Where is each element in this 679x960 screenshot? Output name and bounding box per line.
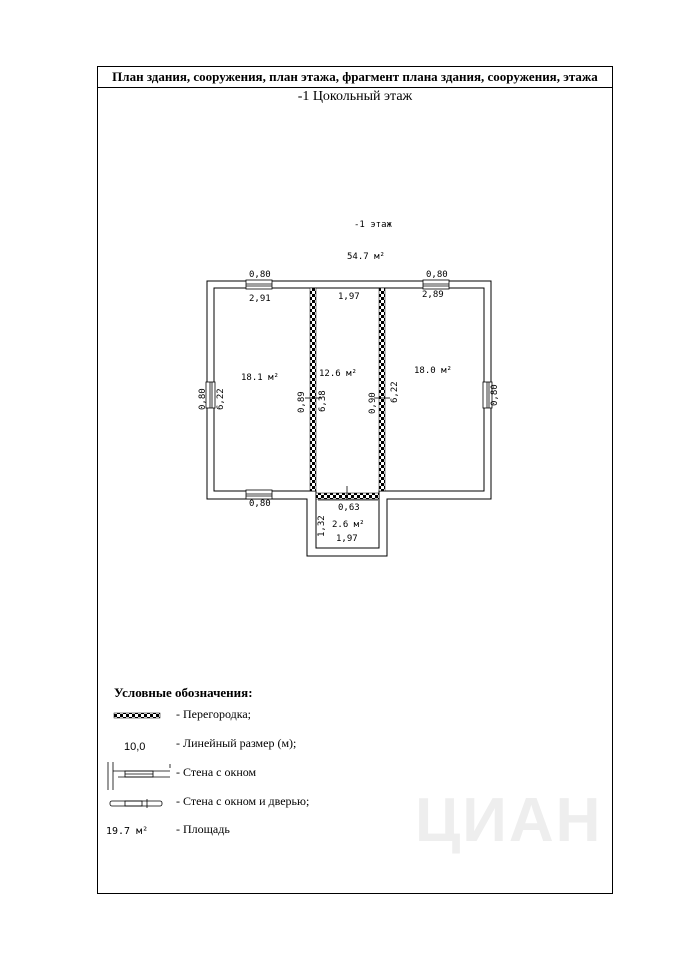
- outer-walls: [207, 281, 491, 556]
- dim-room2-width: 1,97: [338, 292, 360, 302]
- sheet-title: План здания, сооружения, план этажа, фрагмент плана здания, сооружения, этажа: [98, 67, 612, 88]
- room4-area: 2.6 м²: [332, 520, 365, 530]
- floor-plan-label: -1 этаж: [354, 220, 392, 230]
- window-top-right: [423, 280, 449, 289]
- total-area-label: 54.7 м²: [347, 252, 385, 262]
- window-bottom-left: [246, 490, 272, 499]
- dim-room1-height: 6,22: [216, 388, 226, 410]
- legend-area-sample: 19.7 м²: [106, 826, 149, 837]
- room2-area: 12.6 м²: [319, 369, 357, 379]
- room1-area: 18.1 м²: [241, 373, 279, 383]
- dim-window-top-right: 0,80: [426, 270, 448, 280]
- dim-window-left: 0,80: [198, 388, 208, 410]
- dim-vestibule-width: 1,97: [336, 534, 358, 544]
- dim-vestibule-height: 1,32: [317, 515, 327, 537]
- dim-room3-width: 2,89: [422, 290, 444, 300]
- window-top-left: [246, 280, 272, 289]
- legend-window-symbol: [108, 762, 170, 790]
- windows: [206, 280, 492, 499]
- dim-window-bottom-left: 0,80: [249, 499, 271, 509]
- legend-area-label: - Площадь: [176, 822, 230, 836]
- legend-partition-label: - Перегородка;: [176, 707, 252, 721]
- dim-door-right: 0,90: [368, 392, 378, 414]
- legend-window-door-label: - Стена с окном и дверью;: [176, 794, 310, 808]
- dim-door-bottom: 0,63: [338, 503, 360, 513]
- dim-room1-width: 2,91: [249, 294, 271, 304]
- dim-door-left: 0,89: [297, 391, 307, 413]
- dim-window-right: 0,80: [490, 384, 500, 406]
- dim-room3-height: 6,22: [390, 381, 400, 403]
- dim-room2-height: 6,38: [318, 390, 328, 412]
- legend-dimension-sample: 10,0: [124, 741, 146, 753]
- dim-window-top-left: 0,80: [249, 270, 271, 280]
- legend-title: Условные обозначения:: [114, 685, 253, 700]
- legend-partition-symbol: [114, 713, 160, 718]
- legend-symbols: [108, 713, 170, 808]
- legend-window-door-symbol: [110, 799, 162, 808]
- watermark: ЦИАН: [415, 786, 603, 855]
- room3-area: 18.0 м²: [414, 366, 452, 376]
- legend-window-label: - Стена с окном: [176, 765, 257, 779]
- floor-title: -1 Цокольный этаж: [297, 89, 413, 104]
- legend-dimension-label: - Линейный размер (м);: [176, 736, 297, 750]
